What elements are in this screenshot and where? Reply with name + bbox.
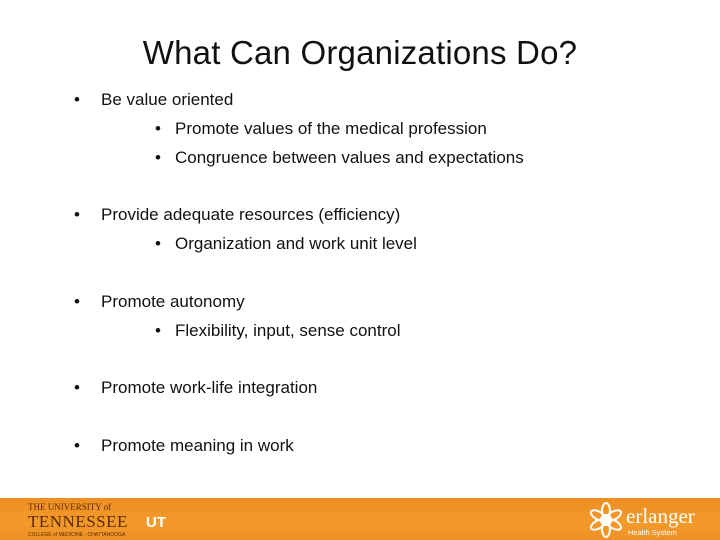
bullet-item [74,90,234,110]
sub-bullet-item [155,321,401,341]
bullet-dot: • [74,378,80,397]
bullet-dot: • [74,205,80,224]
logo-line1: THE UNIVERSITY of [28,502,112,512]
sub-bullet-item [155,148,524,168]
erlanger-logo [588,501,712,539]
footer-bar [0,498,720,540]
erlanger-name: erlanger [626,504,695,528]
flower-emblem-icon [589,503,622,537]
sub-bullet-item [155,234,417,254]
bullet-text: Promote autonomy [101,292,245,311]
slide-title: What Can Organizations Do? [142,34,578,71]
sub-bullet-text: Congruence between values and expectations [175,148,524,167]
bullet-text: Provide adequate resources (efficiency) [101,205,401,224]
bullet-text: Be value oriented [101,90,234,109]
bullet-item [74,205,401,225]
bullet-dot: • [74,436,80,455]
bullet-dot: • [155,119,161,138]
bullet-text: Promote meaning in work [101,436,294,455]
bullet-dot: • [155,148,161,167]
logo-line3: COLLEGE of MEDICINE · CHATTANOOGA [28,532,126,538]
bullet-item [74,436,294,456]
bullet-dot: • [155,234,161,253]
sub-bullet-text: Flexibility, input, sense control [175,321,401,340]
bullet-text: Promote work-life integration [101,378,318,397]
erlanger-tagline: Health System [628,528,677,537]
university-logo [24,501,174,539]
bullet-dot: • [74,292,80,311]
sub-bullet-text: Organization and work unit level [175,234,417,253]
bullet-dot: • [74,90,80,109]
bullet-item [74,378,318,398]
bullet-item [74,292,245,312]
sub-bullet-item [155,119,487,139]
sub-bullet-text: Promote values of the medical profession [175,119,487,138]
ut-mark: UT [146,514,166,531]
bullet-dot: • [155,321,161,340]
logo-line2: TENNESSEE [28,512,128,531]
